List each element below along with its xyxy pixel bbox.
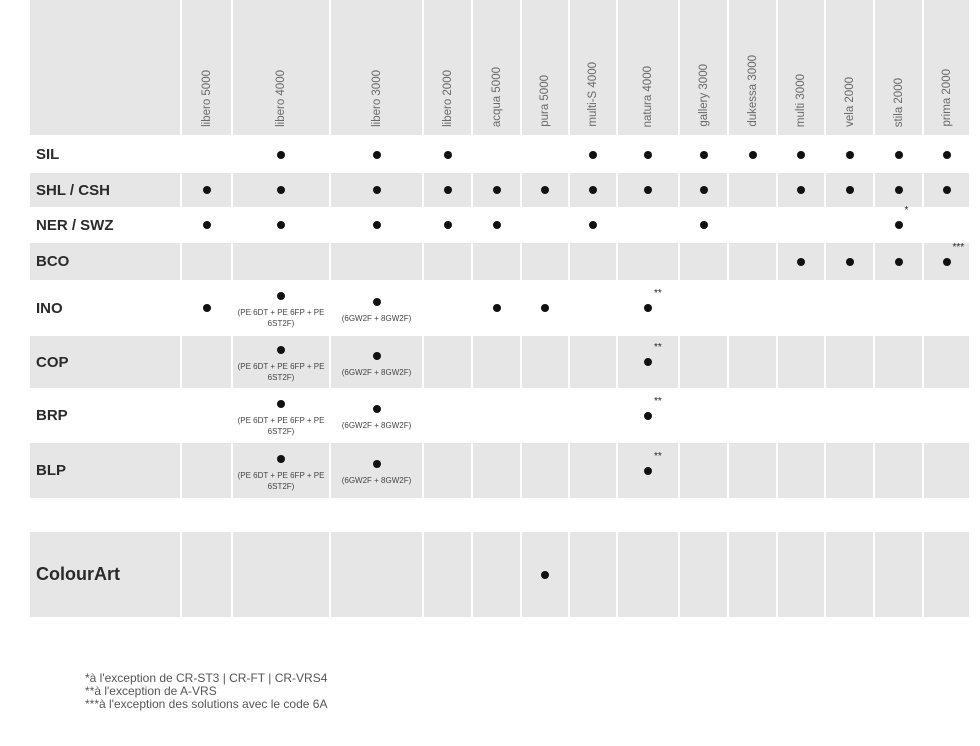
column-header-label: libero 3000 (370, 70, 383, 127)
table-cell (875, 389, 922, 442)
dot-icon (895, 151, 903, 159)
table-cell (473, 243, 520, 280)
dot-icon (277, 221, 285, 229)
table-cell (522, 137, 568, 172)
row-spacer (570, 499, 616, 532)
dot-icon (541, 186, 549, 194)
column-header (875, 0, 922, 135)
column-header (680, 0, 727, 135)
table-cell (680, 137, 727, 172)
row-label: SHL / CSH (30, 173, 180, 207)
table-cell (182, 532, 231, 617)
dot-icon (895, 186, 903, 194)
table-cell (570, 173, 616, 207)
dot-icon (644, 304, 652, 312)
row-spacer (30, 499, 180, 532)
dot-icon (277, 455, 285, 463)
column-header-label: natura 4000 (642, 65, 654, 127)
dot-icon (541, 571, 549, 579)
table-cell (618, 243, 678, 280)
table-cell (424, 389, 471, 442)
cell-note: (PE 6DT + PE 6FP + PE 6ST2F) (237, 308, 325, 328)
table-cell (729, 532, 776, 617)
column-header (424, 0, 471, 135)
dot-icon (203, 186, 211, 194)
table-cell (729, 208, 776, 242)
table-cell (729, 443, 776, 498)
dot-icon (373, 221, 381, 229)
table-cell (331, 336, 422, 388)
row-spacer (331, 499, 422, 532)
table-cell (570, 243, 616, 280)
dot-icon (373, 352, 381, 360)
table-cell (473, 389, 520, 442)
table-cell (570, 443, 616, 498)
dot-icon (493, 221, 501, 229)
dot-icon (846, 151, 854, 159)
table-cell (233, 243, 329, 280)
table-cell (875, 243, 922, 280)
dot-icon (700, 151, 708, 159)
table-cell (182, 173, 231, 207)
table-cell (522, 532, 568, 617)
table-cell (729, 336, 776, 388)
column-header-label: libero 5000 (200, 70, 213, 127)
table-cell (570, 336, 616, 388)
row-label: SIL (36, 146, 60, 163)
table-cell (826, 208, 873, 242)
row-label: BLP (30, 443, 180, 498)
row-spacer (522, 499, 568, 532)
table-cell (826, 532, 873, 617)
table-cell (924, 243, 969, 280)
dot-icon (943, 186, 951, 194)
table-cell (424, 281, 471, 335)
table-cell (618, 208, 678, 242)
dot-icon (277, 186, 285, 194)
column-header (473, 0, 520, 135)
table-cell (680, 281, 727, 335)
dot-icon (700, 221, 708, 229)
column-header-label: libero 4000 (275, 70, 287, 127)
table-cell (875, 281, 922, 335)
dot-icon (493, 304, 501, 312)
table-cell (680, 532, 727, 617)
table-cell (924, 281, 969, 335)
dot-icon (644, 151, 652, 159)
table-cell (522, 336, 568, 388)
column-header (522, 0, 568, 135)
table-cell (826, 137, 873, 172)
row-label: INO (36, 299, 63, 317)
table-cell (233, 281, 329, 335)
dot-icon (589, 221, 597, 229)
dot-icon (444, 221, 452, 229)
row-label: NER / SWZ (36, 216, 114, 234)
table-cell (233, 137, 329, 172)
table-cell (875, 532, 922, 617)
dot-icon (895, 221, 903, 229)
table-cell (570, 281, 616, 335)
row-label: BCO (30, 243, 180, 280)
table-cell (778, 137, 824, 172)
table-cell (680, 173, 727, 207)
table-cell (331, 173, 422, 207)
table-cell (233, 336, 329, 388)
table-cell (182, 208, 231, 242)
table-cell (331, 243, 422, 280)
dot-icon (277, 292, 285, 300)
row-spacer (778, 499, 824, 532)
table-cell (182, 281, 231, 335)
table-cell (331, 532, 422, 617)
table-cell (570, 137, 616, 172)
cell-note: (PE 6DT + PE 6FP + PE 6ST2F) (237, 362, 325, 382)
dot-icon (797, 151, 805, 159)
table-cell (522, 208, 568, 242)
table-cell (424, 336, 471, 388)
table-cell (473, 281, 520, 335)
dot-icon (373, 298, 381, 306)
dot-icon (373, 405, 381, 413)
column-header (924, 0, 969, 135)
table-cell (473, 443, 520, 498)
table-cell (522, 389, 568, 442)
column-header-label: multi-S 4000 (587, 62, 599, 127)
column-header (182, 0, 231, 135)
column-header-label: vela 2000 (843, 77, 856, 127)
column-header (778, 0, 824, 135)
table-cell (424, 443, 471, 498)
table-cell (182, 389, 231, 442)
row-spacer (233, 499, 329, 532)
table-cell (680, 389, 727, 442)
table-cell (680, 208, 727, 242)
column-header-label: acqua 5000 (490, 66, 503, 127)
footnote-mark: * (904, 205, 909, 216)
table-cell (522, 173, 568, 207)
table-cell (618, 336, 678, 388)
table-cell (618, 173, 678, 207)
table-cell (778, 336, 824, 388)
table-cell (680, 336, 727, 388)
table-cell (233, 443, 329, 498)
table-cell (826, 389, 873, 442)
table-cell (680, 243, 727, 280)
table-cell (924, 443, 969, 498)
table-cell (875, 336, 922, 388)
table-cell (778, 443, 824, 498)
column-header (233, 0, 329, 135)
table-cell (875, 137, 922, 172)
table-cell (570, 532, 616, 617)
row-spacer (875, 499, 922, 532)
row-label: COP (30, 336, 180, 388)
compatibility-table (30, 0, 965, 617)
table-cell (778, 532, 824, 617)
row-spacer (680, 499, 727, 532)
table-cell (182, 243, 231, 280)
table-cell (473, 336, 520, 388)
footnote-mark: ** (654, 450, 662, 462)
dot-icon (493, 186, 501, 194)
table-cell (233, 532, 329, 617)
dot-icon (943, 151, 951, 159)
table-cell (424, 208, 471, 242)
table-cell (778, 281, 824, 335)
table-cell (473, 208, 520, 242)
dot-icon (203, 221, 211, 229)
table-cell (331, 208, 422, 242)
footnote-line: *à l'exception de CR-ST3 | CR-FT | CR-VRS4 (85, 671, 328, 685)
table-cell (729, 173, 776, 207)
table-cell (778, 389, 824, 442)
table-cell (729, 389, 776, 442)
table-cell (331, 389, 422, 442)
table-cell (729, 137, 776, 172)
column-header-label: pura 5000 (539, 75, 551, 127)
table-cell (424, 532, 471, 617)
dot-icon (644, 412, 652, 420)
column-header (826, 0, 873, 135)
table-cell (778, 173, 824, 207)
row-spacer (182, 499, 231, 532)
dot-icon (444, 186, 452, 194)
table-cell (618, 137, 678, 172)
dot-icon (203, 304, 211, 312)
table-cell (233, 173, 329, 207)
dot-icon (373, 151, 381, 159)
dot-icon (943, 258, 951, 266)
column-header-label: multi 3000 (795, 73, 807, 127)
table-cell (424, 137, 471, 172)
dot-icon (644, 467, 652, 475)
table-cell (924, 336, 969, 388)
table-cell (924, 532, 969, 617)
dot-icon (277, 400, 285, 408)
table-cell (729, 243, 776, 280)
footnote-mark: ** (654, 288, 662, 299)
row-spacer (618, 499, 678, 532)
table-cell (473, 137, 520, 172)
footnotes (85, 672, 327, 711)
row-spacer (424, 499, 471, 532)
row-spacer (826, 499, 873, 532)
cell-note: (6GW2F + 8GW2F) (341, 476, 412, 485)
footnote-mark: ** (654, 395, 662, 407)
cell-note: (6GW2F + 8GW2F) (341, 367, 412, 377)
table-cell (826, 281, 873, 335)
footnote-line: ***à l'exception des solutions avec le code 6A (85, 697, 328, 711)
table-cell (331, 281, 422, 335)
dot-icon (846, 186, 854, 194)
table-cell (924, 137, 969, 172)
dot-icon (797, 186, 805, 194)
table-cell (424, 173, 471, 207)
table-cell (826, 443, 873, 498)
table-cell (331, 443, 422, 498)
table-cell (182, 137, 231, 172)
dot-icon (373, 186, 381, 194)
cell-note: (PE 6DT + PE 6FP + PE 6ST2F) (237, 415, 325, 436)
dot-icon (846, 258, 854, 266)
table-cell (875, 173, 922, 207)
table-cell (424, 243, 471, 280)
column-header (729, 0, 776, 135)
table-cell (778, 208, 824, 242)
row-label: BRP (36, 407, 68, 424)
table-cell (826, 173, 873, 207)
dot-icon (277, 346, 285, 354)
table-cell (570, 389, 616, 442)
table-cell (473, 173, 520, 207)
table-cell (826, 336, 873, 388)
dot-icon (373, 460, 381, 468)
cell-note: (6GW2F + 8GW2F) (341, 313, 412, 323)
table-cell (618, 532, 678, 617)
table-cell (924, 389, 969, 442)
dot-icon (749, 151, 757, 159)
table-cell (875, 205, 922, 242)
table-cell (522, 243, 568, 280)
column-header (570, 0, 616, 135)
footnote-mark: *** (952, 241, 965, 253)
dot-icon (644, 186, 652, 194)
dot-icon (797, 258, 805, 266)
row-spacer (924, 499, 969, 532)
dot-icon (277, 151, 285, 159)
dot-icon (589, 186, 597, 194)
column-header-label: libero 2000 (441, 70, 454, 127)
table-cell (618, 443, 678, 498)
dot-icon (444, 151, 452, 159)
column-header (618, 0, 678, 135)
table-cell (233, 389, 329, 442)
column-header-label: stila 2000 (892, 77, 905, 127)
row-spacer (729, 499, 776, 532)
column-header-label: gallery 3000 (697, 64, 710, 127)
cell-note: (6GW2F + 8GW2F) (341, 421, 412, 430)
cell-note: (PE 6DT + PE 6FP + PE 6ST2F) (237, 470, 325, 491)
column-header-label: prima 2000 (940, 69, 953, 127)
table-cell (680, 443, 727, 498)
dot-icon (589, 151, 597, 159)
table-cell (570, 208, 616, 242)
dot-icon (541, 304, 549, 312)
footnote-line: **à l'exception de A-VRS (85, 684, 217, 698)
column-header-label: dukessa 3000 (746, 55, 759, 127)
table-cell (473, 532, 520, 617)
dot-icon (644, 358, 652, 366)
row-label: ColourArt (30, 532, 180, 617)
column-header (331, 0, 422, 135)
dot-icon (700, 186, 708, 194)
table-cell (618, 281, 678, 335)
table-cell (826, 243, 873, 280)
dot-icon (895, 258, 903, 266)
table-cell (182, 443, 231, 498)
table-cell (729, 281, 776, 335)
table-cell (778, 243, 824, 280)
table-cell (182, 336, 231, 388)
table-cell (924, 208, 969, 242)
header-corner (30, 0, 180, 135)
table-cell (233, 208, 329, 242)
table-cell (331, 137, 422, 172)
table-cell (522, 443, 568, 498)
table-cell (924, 173, 969, 207)
table-cell (522, 281, 568, 335)
table-cell (875, 443, 922, 498)
table-cell (618, 389, 678, 442)
row-spacer (473, 499, 520, 532)
footnote-mark: ** (654, 342, 662, 353)
